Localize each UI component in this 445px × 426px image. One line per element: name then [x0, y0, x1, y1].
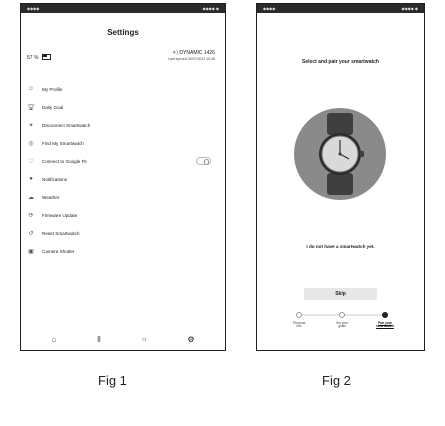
- menu-item-label: My Profile: [42, 86, 63, 92]
- menu-item-label: Firmware Update: [42, 212, 78, 218]
- menu-item-camera[interactable]: [21, 245, 225, 257]
- step-dot: [297, 313, 302, 318]
- settings-gear-icon[interactable]: ⚙︎: [187, 334, 195, 344]
- step-dot-active: [382, 312, 388, 318]
- step-dot: [340, 313, 345, 318]
- google-fit-toggle[interactable]: [196, 157, 211, 165]
- menu-item-google-fit[interactable]: [21, 155, 225, 167]
- person-icon: ☺: [27, 86, 35, 92]
- cloud-icon: ☁︎: [28, 194, 34, 201]
- menu-item-reset[interactable]: [21, 227, 225, 239]
- toggle-knob: [204, 159, 210, 165]
- device-name: DYNAMIC 1426: [179, 50, 215, 56]
- refresh-icon: ⟳: [28, 212, 34, 219]
- watch-illustration: [293, 107, 387, 201]
- device-info[interactable]: [168, 50, 215, 61]
- reset-icon: ↺: [28, 230, 34, 237]
- target-icon: ◎: [28, 140, 34, 147]
- step-label: Set your goals: [336, 321, 348, 329]
- heart-icon: ♡: [28, 158, 34, 165]
- status-left: ◆◆◆◆: [263, 6, 276, 11]
- last-synced: Last synced 30/07/2021 10:28: [168, 57, 215, 61]
- no-watch-link[interactable]: I do not have a smartwatch yet.: [306, 244, 375, 249]
- watch-icon: [293, 107, 387, 201]
- menu-item-firmware[interactable]: [21, 209, 225, 221]
- menu-item-label: Notifications: [42, 176, 68, 182]
- menu-item-label: Camera Shutter: [42, 248, 75, 254]
- pair-watch-screen: [256, 3, 425, 351]
- status-right: ◆◆◆◆ ◆: [202, 6, 219, 11]
- menu-item-daily-goal[interactable]: [21, 101, 225, 113]
- battery-label: 57 %: [27, 55, 39, 61]
- bluetooth-icon: ✶: [28, 122, 34, 129]
- menu-item-notifications[interactable]: [21, 173, 225, 185]
- menu-item-label: Reset Smartwatch: [42, 230, 80, 236]
- steps-track: [295, 311, 389, 319]
- status-left: ◆◆◆◆: [27, 6, 40, 11]
- battery-indicator: [27, 53, 51, 61]
- trophy-icon: 🏆︎: [27, 104, 35, 111]
- pair-title: Select and pair your smartwatch: [302, 59, 379, 65]
- menu-item-label: Weather: [42, 194, 60, 200]
- menu-item-disconnect[interactable]: [21, 119, 225, 131]
- page-title: Settings: [107, 28, 139, 37]
- bluetooth-icon: ✶): [172, 50, 179, 56]
- activity-icon[interactable]: Ⅱ: [97, 334, 101, 344]
- chat-bubble-icon: ●: [29, 176, 33, 182]
- menu-item-label: Disconnect Smartwatch: [42, 122, 91, 128]
- caption-fig-2: Fig 2: [322, 373, 351, 388]
- skip-button[interactable]: Skip: [304, 288, 377, 300]
- clock-icon[interactable]: ○: [141, 334, 147, 344]
- bottom-tab-bar: [21, 331, 225, 347]
- menu-item-weather[interactable]: [21, 191, 225, 203]
- home-icon[interactable]: ⌂: [51, 334, 57, 344]
- camera-icon: ▣: [28, 248, 34, 255]
- status-bar: [257, 4, 424, 13]
- menu-item-label: Find My Smartwatch: [42, 140, 84, 146]
- menu-item-label: Connect to Google Fit: [42, 158, 87, 164]
- settings-screen: [20, 3, 226, 351]
- menu-item-my-profile[interactable]: [21, 83, 225, 95]
- caption-fig-1: Fig 1: [98, 373, 127, 388]
- status-bar: [21, 4, 225, 13]
- status-right: ◆◆◆◆ ◆: [401, 6, 418, 11]
- battery-icon: [42, 54, 51, 60]
- step-label-active: Pair your smartwatch: [376, 321, 394, 329]
- menu-item-label: Daily Goal: [42, 104, 64, 110]
- step-label: Personal info: [292, 321, 306, 329]
- menu-item-find-watch[interactable]: [21, 137, 225, 149]
